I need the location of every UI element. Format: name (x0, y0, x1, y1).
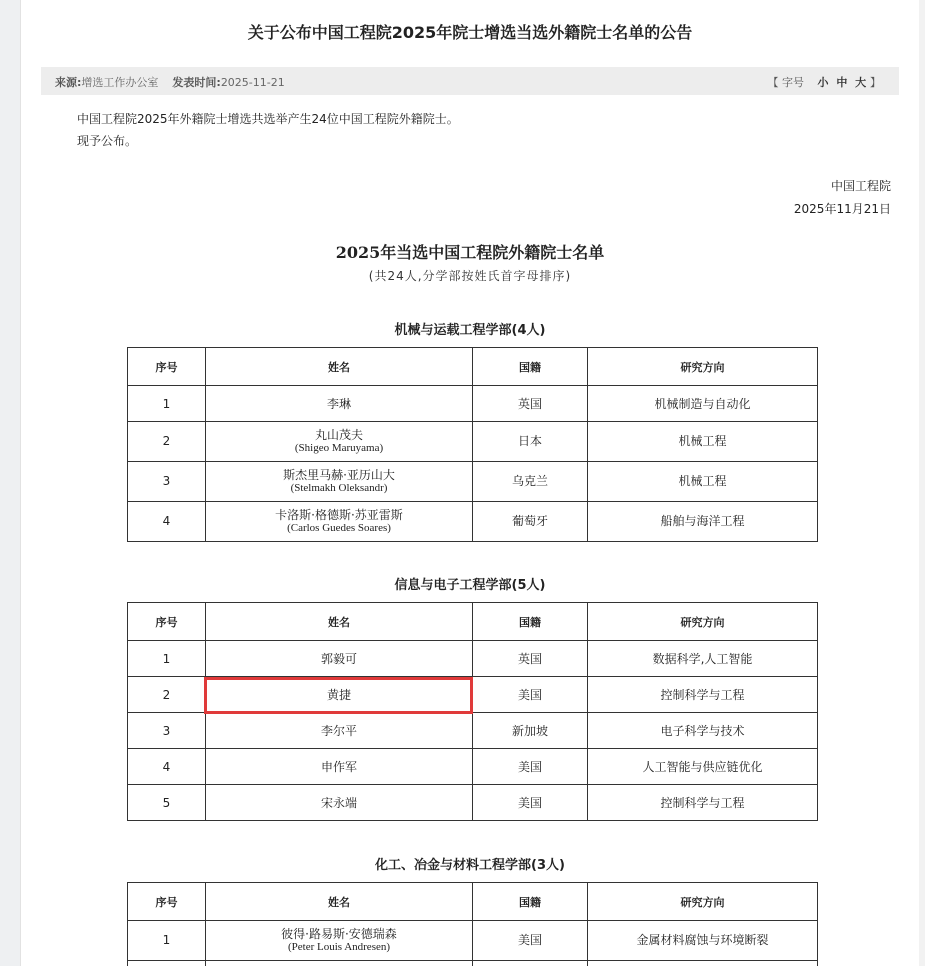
cell-no: 3 (128, 462, 206, 502)
cell-name: 黄捷 (206, 677, 473, 713)
header-country: 国籍 (473, 603, 588, 641)
cell-name: 申作军 (206, 749, 473, 785)
cell-country: 葡萄牙 (473, 502, 588, 542)
header-no: 序号 (128, 348, 206, 386)
cell-no: 3 (128, 713, 206, 749)
cell-name: 郭毅可 (206, 641, 473, 677)
list-title: 2025年当选中国工程院外籍院士名单 (335, 243, 605, 262)
name-en: (Carlos Guedes Soares) (287, 521, 391, 534)
cell-country: 新加坡 (473, 713, 588, 749)
date-label: 发表时间: (172, 76, 221, 89)
table-row (128, 677, 818, 713)
cell-no: 4 (128, 502, 206, 542)
header-field: 研究方向 (588, 348, 818, 386)
name-en: (Shigeo Maruyama) (294, 441, 384, 454)
cell-no: 2 (128, 677, 206, 713)
cell-no: 1 (128, 641, 206, 677)
table-row (128, 713, 818, 749)
cell-country: 英国 (473, 386, 588, 422)
article-page (20, 0, 920, 966)
cell-name: 李尔平 (206, 713, 473, 749)
cell-no: 1 (128, 386, 206, 422)
paragraph: 中国工程院2025年外籍院士增选共选举产生24位中国工程院外籍院士。 (77, 112, 459, 126)
cell-field: 船舶与海洋工程 (588, 502, 818, 542)
name-zh: 丸山茂夫 (314, 427, 363, 442)
cell-country: 美国 (473, 785, 588, 821)
header-country: 国籍 (473, 883, 588, 921)
bracket-close: 】 (870, 76, 881, 89)
article-title: 关于公布中国工程院2025年院士增选当选外籍院士名单的公告 (247, 23, 693, 42)
section-title: 信息与电子工程学部(5人) (394, 578, 546, 593)
font-size-medium-button[interactable]: 中 (836, 76, 848, 89)
date-value: 2025-11-21 (220, 76, 285, 89)
table-row (128, 785, 818, 821)
cell-field: 机械工程 (588, 422, 818, 462)
header-no: 序号 (128, 883, 206, 921)
header-country: 国籍 (473, 348, 588, 386)
cell-field: 人工智能与供应链优化 (588, 749, 818, 785)
paragraph: 现予公布。 (77, 134, 138, 148)
header-name: 姓名 (206, 348, 473, 386)
table-header-row (128, 603, 818, 641)
header-no: 序号 (128, 603, 206, 641)
cell-field: 控制科学与工程 (588, 785, 818, 821)
header-field: 研究方向 (588, 883, 818, 921)
cell-name: 李琳 (206, 386, 473, 422)
table-header-row (128, 883, 818, 921)
roster-table-mechanical (127, 347, 818, 542)
table-row (128, 641, 818, 677)
cell-field: 数据科学,人工智能 (588, 641, 818, 677)
font-size-large-button[interactable]: 大 (855, 76, 867, 89)
cell-field: 机械制造与自动化 (588, 386, 818, 422)
cell-field: 控制科学与工程 (588, 677, 818, 713)
table-row (128, 961, 818, 966)
cell-name: 宋永端 (206, 785, 473, 821)
roster-table-information (127, 602, 818, 821)
cell-country: 美国 (473, 749, 588, 785)
font-size-label: 字号 (781, 76, 804, 89)
signature-org: 中国工程院 (830, 179, 891, 193)
table-row (128, 422, 818, 462)
font-size-switcher (767, 74, 881, 90)
header-name: 姓名 (206, 883, 473, 921)
cell-name (206, 422, 473, 462)
header-field: 研究方向 (588, 603, 818, 641)
name-en: (Stelmakh Oleksandr) (290, 481, 388, 494)
header-name: 姓名 (206, 603, 473, 641)
source-value: 增选工作办公室 (81, 76, 159, 89)
cell-no: 4 (128, 749, 206, 785)
cell-name (206, 921, 473, 961)
meta-bar (41, 67, 899, 95)
name-zh: 斯杰里马赫·亚历山大 (283, 467, 395, 482)
bracket-open: 【 (767, 76, 779, 89)
table-row (128, 462, 818, 502)
signature-date: 2025年11月21日 (793, 202, 891, 216)
source-label: 来源: (55, 76, 82, 89)
cell-no: 5 (128, 785, 206, 821)
cell-country: 美国 (473, 677, 588, 713)
table-row (128, 502, 818, 542)
cell-field: 电子科学与技术 (588, 713, 818, 749)
cell-country: 乌克兰 (473, 462, 588, 502)
list-subtitle: (共24人,分学部按姓氏首字母排序) (368, 269, 572, 283)
name-en: (Peter Louis Andresen) (287, 940, 391, 953)
name-zh: 彼得·路易斯·安德瑞森 (281, 926, 397, 941)
cell-field: 机械工程 (588, 462, 818, 502)
table-header-row (128, 348, 818, 386)
scrollbar[interactable] (919, 0, 925, 966)
font-size-small-button[interactable]: 小 (817, 76, 829, 89)
table-row (128, 749, 818, 785)
table-row (128, 386, 818, 422)
cell-country: 英国 (473, 641, 588, 677)
section-title: 机械与运载工程学部(4人) (394, 323, 546, 338)
table-row (128, 921, 818, 961)
roster-table-chemical (127, 882, 818, 966)
cell-no: 2 (128, 422, 206, 462)
name-zh: 卡洛斯·格德斯·苏亚雷斯 (275, 507, 403, 522)
cell-field: 金属材料腐蚀与环境断裂 (588, 921, 818, 961)
cell-country: 日本 (473, 422, 588, 462)
cell-no: 1 (128, 921, 206, 961)
cell-name (206, 502, 473, 542)
cell-name (206, 462, 473, 502)
cell-country: 美国 (473, 921, 588, 961)
section-title: 化工、冶金与材料工程学部(3人) (375, 858, 565, 873)
